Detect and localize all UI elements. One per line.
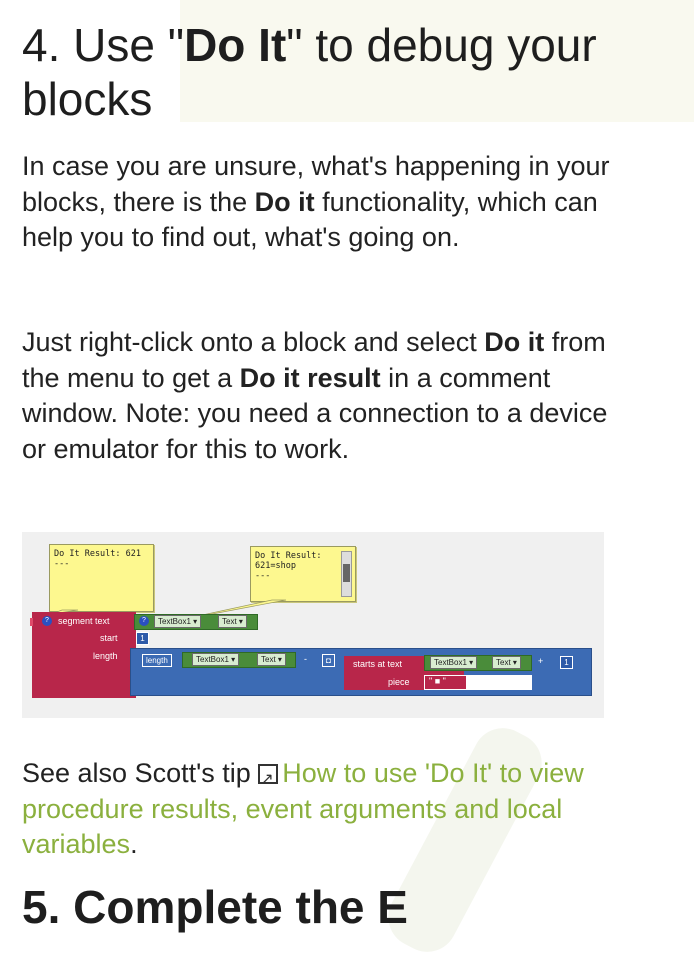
number-block[interactable]: 1	[136, 632, 149, 645]
paragraph-intro: In case you are unsure, what's happening in your blocks, there is the Do it functionality, which can help you to find out, what's going on.	[22, 151, 610, 252]
string-block[interactable]: " ■ "	[424, 675, 468, 690]
paragraph-see-also: See also Scott's tip ↗How to use 'Do It' to view procedure results, event arguments and local variables.	[22, 756, 622, 863]
help-icon[interactable]: ?	[139, 616, 149, 626]
blocks-screenshot: Do It Result: 621 --- Do It Result: 621=shop --- ? segment text start length ? TextBox1 ▾ Text ▾ 1 length TextBox1 ▾ Text ▾ - ◘ starts at text piece TextBox1 ▾ Text ▾ + 1 " ■ "	[22, 532, 604, 718]
scott-tip-link[interactable]: How to use 'Do It' to view procedure results, event arguments and local variables	[22, 758, 584, 859]
section-heading-do-it: 4. Use "Do It" to debug your blocks	[22, 19, 597, 125]
paragraph-instructions: Just right-click onto a block and select Do it from the menu to get a Do it result in a comment window. Note: you need a connection to a device or emulator for this to work.	[22, 327, 608, 464]
next-section-heading: 5. Complete the E	[22, 881, 408, 933]
do-it-result-bubble-1: Do It Result: 621 ---	[49, 544, 154, 612]
external-link-icon	[258, 764, 278, 784]
collapse-icon[interactable]: ◘	[322, 654, 335, 667]
segment-block[interactable]: ? segment text start length	[32, 612, 136, 698]
do-it-result-bubble-2: Do It Result: 621=shop ---	[250, 546, 356, 602]
help-icon[interactable]: ?	[42, 616, 52, 626]
